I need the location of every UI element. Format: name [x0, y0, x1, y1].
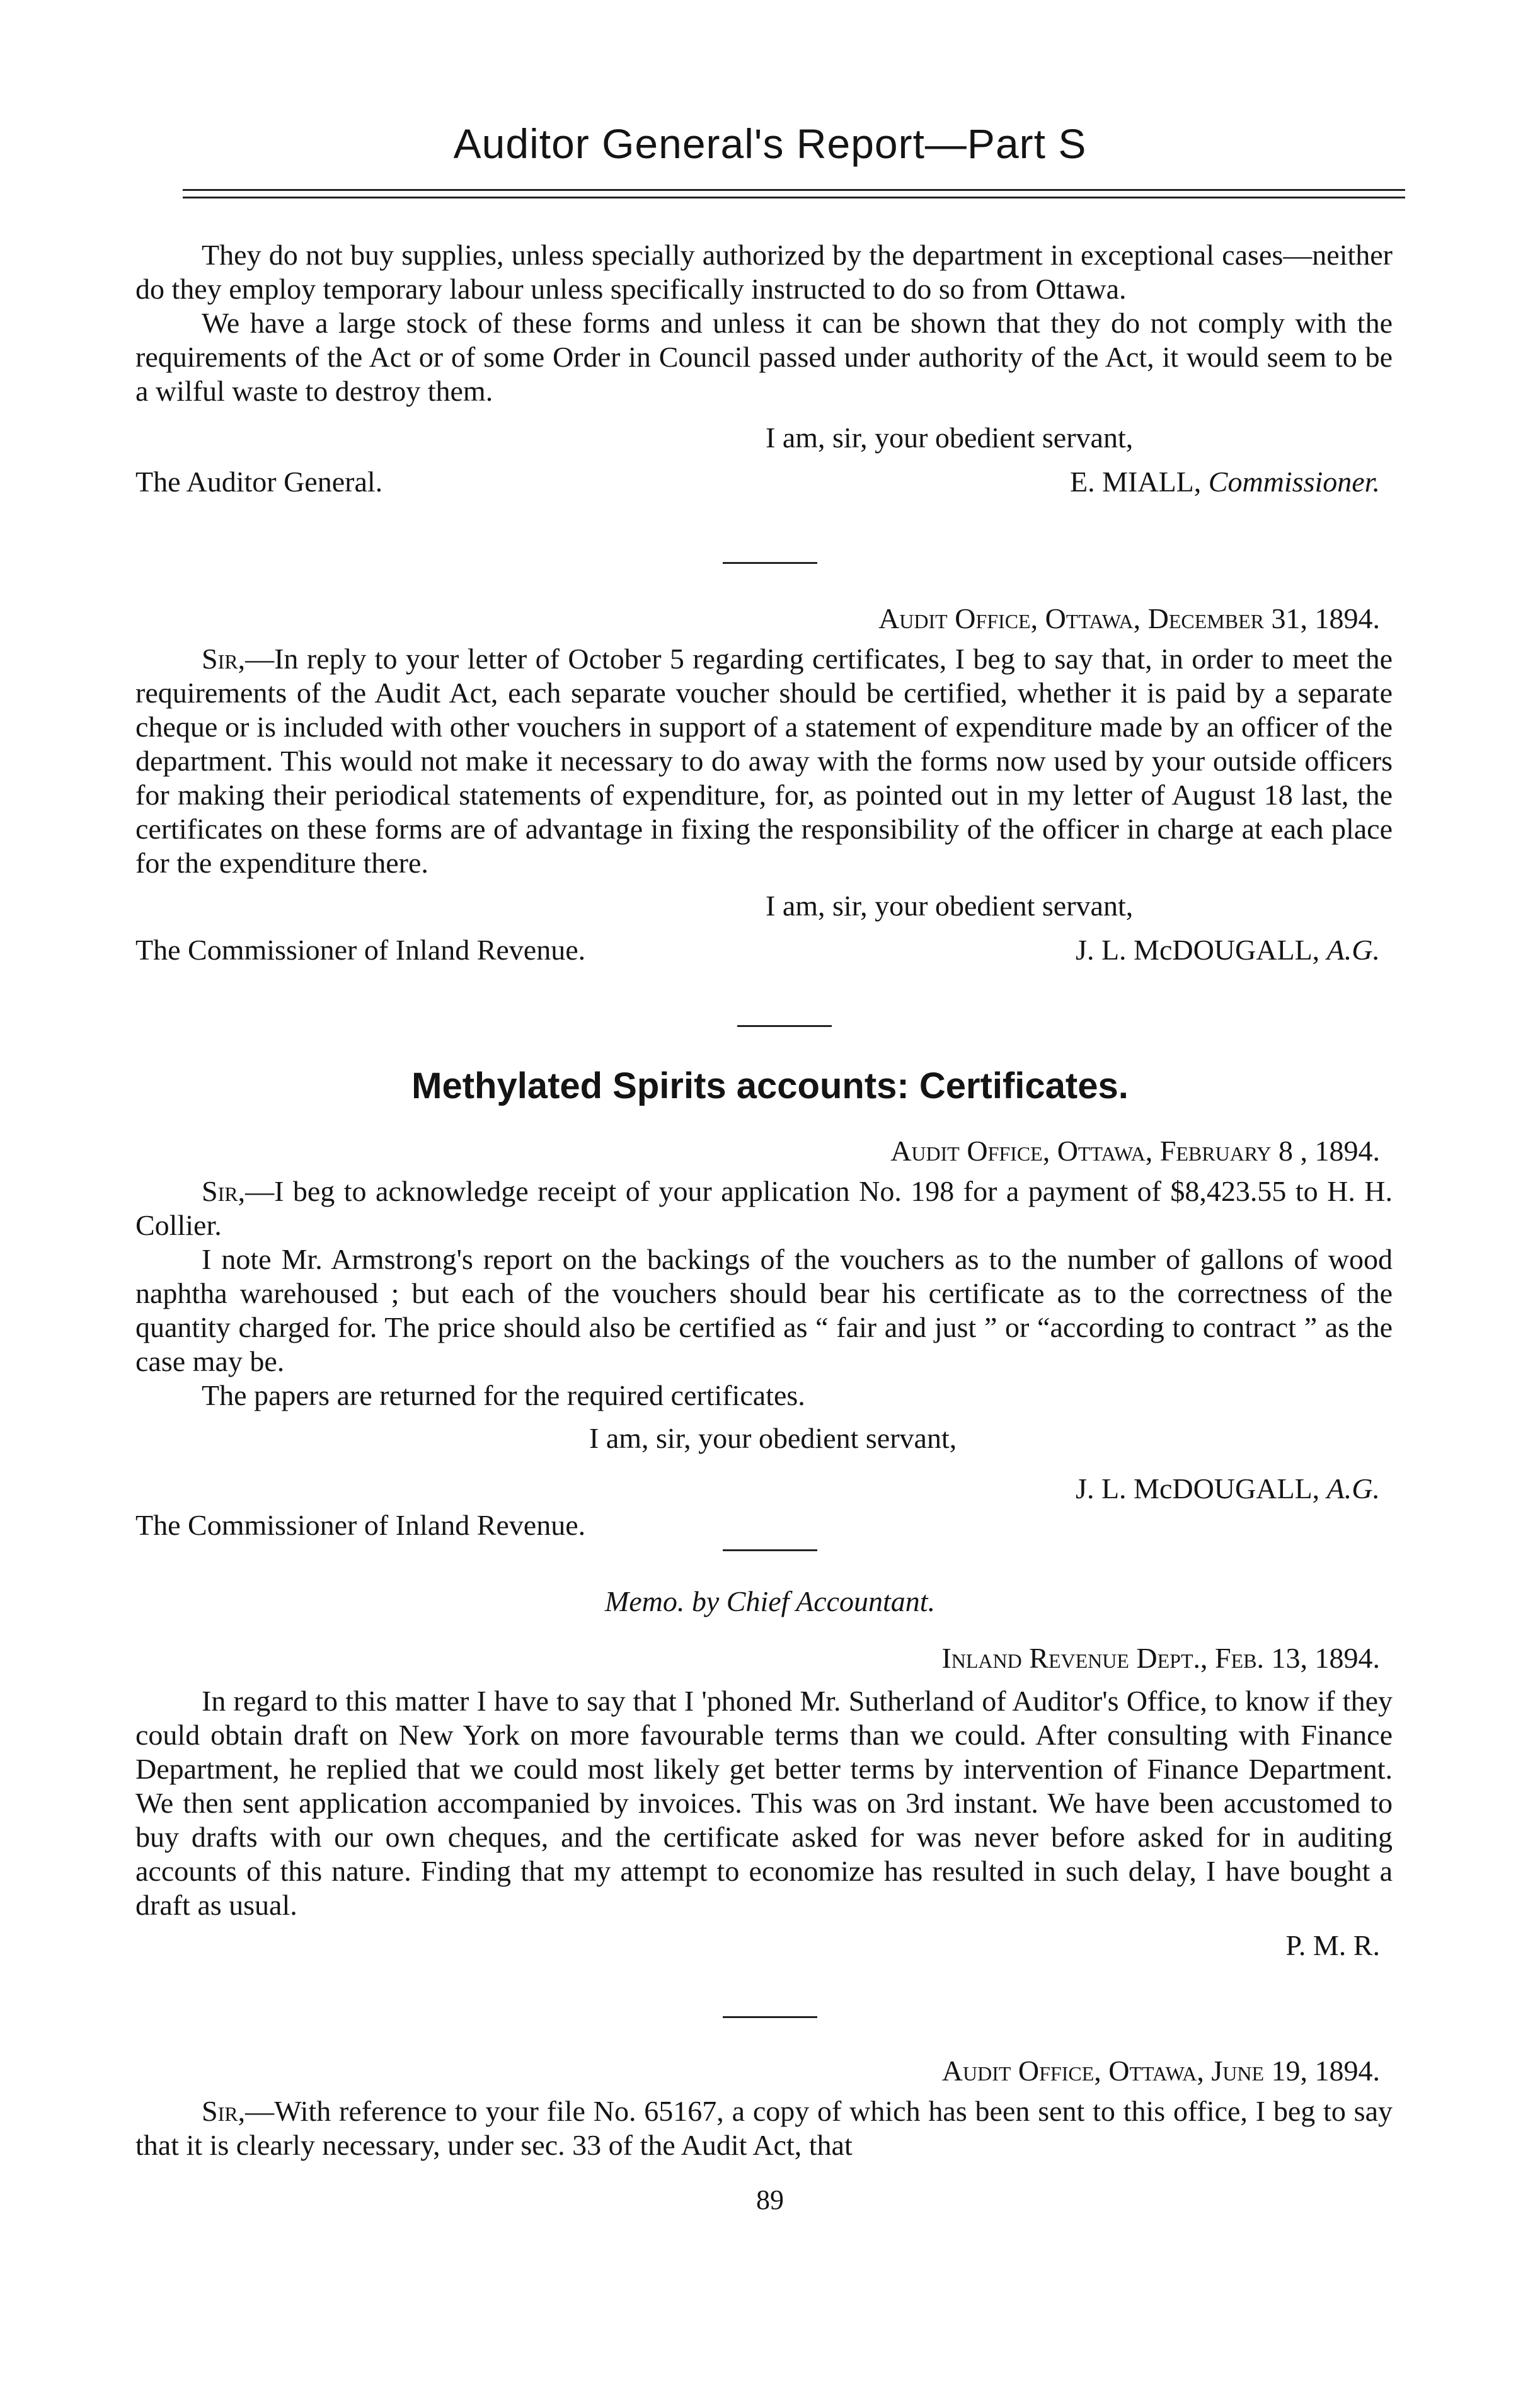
letter-4-salutation: Sir,	[202, 2095, 246, 2127]
letter-1-signature	[1070, 465, 1393, 499]
letter-3-addressee: The Commissioner of Inland Revenue.	[135, 1509, 586, 1541]
letter-1-signer-name: E. MIALL,	[1070, 466, 1202, 498]
letter-1	[135, 238, 1393, 499]
page-header-title: Auditor General's Report—Part S	[453, 120, 1087, 167]
letter-3	[135, 1134, 1393, 1542]
section-heading: Methylated Spirits accounts: Certificates.	[411, 1065, 1129, 1106]
letter-2	[135, 602, 1393, 967]
letter-1-signature-row	[135, 465, 1393, 499]
memo-body: In regard to this matter I have to say that I 'phoned Mr. Sutherland of Auditor's Office, to know if they could obtain draft on New York on more favourable terms than we could. After consulting with Finance Department, he replied that we could most likely get better terms by intervention of Finance Department. We then sent application accompanied by invoices. This was on 3rd instant. We have been accustomed to buy drafts with our own cheques, and the certificate asked for was never before asked for in auditing accounts of this nature. Finding that my attempt to economize has resulted in such delay, I have bought a draft as usual.	[135, 1685, 1393, 1921]
letter-3-paragraph-1	[135, 1174, 1393, 1242]
separator-rule-4	[723, 2016, 817, 2018]
letter-4-body-text: —With reference to your file No. 65167, a copy of which has been sent to this office, I beg to say that it is clearly necessary, under sec. 33 of the Audit Act, that	[135, 2095, 1393, 2161]
letter-2-body	[135, 642, 1393, 880]
letter-2-addressee: The Commissioner of Inland Revenue.	[135, 934, 586, 966]
header-double-rule	[183, 189, 1405, 202]
letter-4-body	[135, 2094, 1393, 2162]
letter-3-signature	[135, 1472, 1393, 1506]
memo-initials: P. M. R.	[1285, 1929, 1380, 1961]
letter-2-signer-title: A.G.	[1326, 934, 1380, 966]
page-number: 89	[756, 2184, 784, 2215]
letter-3-salutation: Sir,	[202, 1175, 246, 1207]
letter-3-dateline: Audit Office, Ottawa, February 8 , 1894.	[890, 1135, 1380, 1167]
letter-3-paragraph-1-text: —I beg to acknowledge receipt of your application No. 198 for a payment of $8,423.55 to H. H. Collier.	[135, 1175, 1393, 1241]
letter-2-body-text: —In reply to your letter of October 5 regarding certificates, I beg to say that, in order to meet the requirements of the Audit Act, each separate voucher should be certified, whether it is paid by a separate cheque or is included with other vouchers in support of a statement of expenditure made by an officer of the department. This would not make it necessary to do away with the forms now used by your outside officers for making their periodical statements of expenditure, for, as pointed out in my letter of August 18 last, the certificates on these forms are of advantage in fixing the responsibility of the officer in charge at each place for the expenditure there.	[135, 643, 1393, 879]
letter-2-salutation: Sir,	[202, 643, 246, 675]
letter-4	[135, 2054, 1393, 2162]
letter-3-closing: I am, sir, your obedient servant,	[589, 1422, 957, 1454]
letter-1-addressee: The Auditor General.	[135, 466, 383, 498]
letter-1-paragraph-2: We have a large stock of these forms and unless it can be shown that they do not comply with the requirements of the Act or of some Order in Council passed under authority of the Act, it would seem to be a wilful waste to destroy them.	[135, 307, 1393, 407]
letter-1-paragraph-1: They do not buy supplies, unless specially authorized by the department in exceptional cases—neither do they employ temporary labour unless specifically instructed to do so from Ottawa.	[135, 239, 1393, 305]
letter-3-signer-title: A.G.	[1326, 1472, 1380, 1505]
separator-rule-1	[723, 562, 817, 564]
letter-4-dateline: Audit Office, Ottawa, June 19, 1894.	[941, 2055, 1380, 2087]
separator-rule-2	[737, 1025, 832, 1027]
memo-heading: Memo. by Chief Accountant.	[604, 1585, 936, 1617]
letter-1-closing: I am, sir, your obedient servant,	[766, 422, 1134, 454]
letter-3-signer-name: J. L. McDOUGALL,	[1076, 1472, 1320, 1505]
letter-2-signature-row	[135, 933, 1393, 967]
letter-3-paragraph-2: I note Mr. Armstrong's report on the backings of the vouchers as to the number of gallons of wood naphtha warehoused ; but each of the vouchers should bear his certificate as to the correctness of the quantity charged for. The price should also be certified as “ fair and just ” or “according to contract ” as the case may be.	[135, 1243, 1393, 1377]
letter-2-signature	[1076, 933, 1393, 967]
letter-3-paragraph-3: The papers are returned for the required certificates.	[202, 1379, 805, 1411]
separator-rule-3	[723, 1549, 817, 1551]
letter-2-signer-name: J. L. McDOUGALL,	[1076, 934, 1320, 966]
memo	[135, 1641, 1393, 1963]
memo-dateline: Inland Revenue Dept., Feb. 13, 1894.	[941, 1642, 1380, 1674]
letter-2-dateline: Audit Office, Ottawa, December 31, 1894.	[878, 602, 1380, 634]
letter-1-signer-title: Commissioner.	[1208, 466, 1380, 498]
letter-2-closing: I am, sir, your obedient servant,	[766, 890, 1134, 922]
